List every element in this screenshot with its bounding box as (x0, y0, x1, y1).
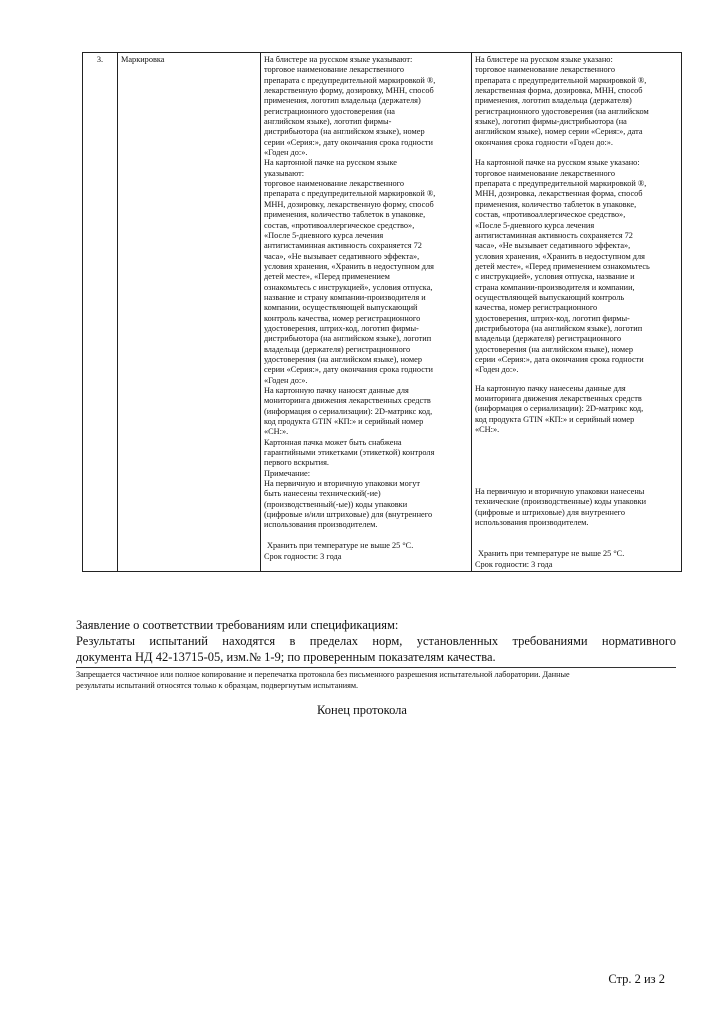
text-line: английском языке), логотип фирмы- (264, 117, 392, 127)
text-line: код продукта GTIN «КП:» и серийный номер (475, 414, 635, 424)
shelf-life-text: Срок годности: 3 года (475, 559, 553, 569)
text-line: страна компании-производителя и компании, (475, 282, 635, 292)
text-line: быть нанесены технический(-ие) (264, 489, 381, 499)
note-text (264, 479, 468, 531)
text-line: контроль качества, номер регистрационного (264, 313, 421, 323)
end-of-protocol: Конец протокола (317, 703, 407, 717)
storage-text: Хранить при температуре не выше 25 °С. (478, 549, 625, 559)
text-line: препарата с предупредительной маркировкой ®, (264, 189, 436, 199)
text-line: владельца (держателя) регистрационного (475, 334, 622, 344)
blister-text (475, 55, 678, 148)
text-line: окончания срока годности «Годен до:». (475, 137, 613, 147)
page-number: Стр. 2 из 2 (608, 972, 665, 986)
text-line: владельца (держателя) регистрационного (264, 344, 411, 354)
text-line: МНН, дозировка, лекарственная форма, способ (475, 189, 643, 199)
text-line: На первичную и вторичную упаковки нанесены (475, 487, 645, 497)
text-line: применения, логотип владельца (держателя) (264, 96, 421, 106)
requirement-cell (261, 53, 472, 572)
text-line: Картонная пачка может быть снабжена (264, 437, 402, 447)
text-line: с инструкцией», условия отпуска, название и (475, 272, 635, 282)
serialization-text (264, 386, 468, 438)
row-number: 3. (83, 53, 118, 572)
text-line: На первичную и вторичную упаковки могут (264, 479, 420, 489)
disclaimer-line-1: Запрещается частичное или полное копирование и перепечатка протокола без письменного разрешения испытательной лаборатории. Данные (76, 670, 570, 679)
text-line: «СН:». (475, 425, 500, 435)
text-line: удостоверения, штрих-код, логотип фирмы- (475, 313, 630, 323)
text-line: использования производителем. (475, 518, 589, 528)
text-line: торговое наименование лекарственного (475, 65, 616, 75)
text-line: препарата с предупредительной маркировкой ®, (475, 75, 647, 85)
text-line: удостоверения (на английском языке), номер (475, 344, 633, 354)
text-line: код продукта GTIN «КП:» и серийный номер (264, 417, 424, 427)
text-line: применения, количество таблеток в упаковке, (475, 199, 637, 209)
text-line: «Годен до:». (475, 365, 519, 375)
text-line: осуществляющей выпускающий контроль (475, 292, 625, 302)
text-line: языке), логотип фирмы-дистрибьютора (на (475, 117, 627, 127)
text-line: состав, «противоаллергическое средство», (264, 220, 415, 230)
text-line: торговое наименование лекарственного (475, 168, 616, 178)
text-line: (цифровые и/или штриховые) для (внутреннего (264, 510, 433, 520)
text-line: регистрационного удостоверения (на английском (475, 106, 649, 116)
text-line: первого вскрытия. (264, 458, 329, 468)
text-line: качества, номер регистрационного (475, 303, 598, 313)
text-line: условия хранения, «Хранить в недоступном для (264, 261, 434, 271)
serialization-text (475, 384, 678, 436)
note-text (475, 487, 678, 528)
text-line: антигистаминная активность сохраняется 72 (475, 230, 633, 240)
text-line: «Годен до:». (264, 375, 308, 385)
text-line: указывают: (264, 168, 305, 178)
text-line: английском языке), номер серии «Серия:», дата (475, 127, 643, 137)
note-title: Примечание: (264, 468, 311, 478)
text-line: детей месте», «Перед применением ознакомьтесь (475, 261, 650, 271)
row-label: Маркировка (118, 53, 261, 572)
text-line: препарата с предупредительной маркировкой ®, (264, 75, 436, 85)
text-line: торговое наименование лекарственного (264, 179, 405, 189)
text-line: серии «Серия:», дата окончания срока годности (475, 354, 644, 364)
text-line: применения, логотип владельца (держателя) (475, 96, 632, 106)
divider (76, 667, 676, 668)
text-line: применения, количество таблеток в упаковке, (264, 210, 426, 220)
text-line: серии «Серия:», дату окончания срока годности (264, 365, 433, 375)
text-line: использования производителем. (264, 520, 378, 530)
storage-text: Хранить при температуре не выше 25 °С. (267, 541, 414, 551)
text-line: МНН, дозировку, лекарственную форму, способ (264, 199, 434, 209)
text-line: серии «Серия:», дату окончания срока годности (264, 137, 433, 147)
marking-table (82, 52, 682, 572)
table-row (83, 53, 682, 572)
text-line: гарантийными этикетками (этикеткой) контроля (264, 448, 435, 458)
text-line: антигистаминная активность сохраняется 72 (264, 241, 422, 251)
statement-line-2: документа НД 42-13715-05, изм.№ 1-9; по проверенным показателям качества. (76, 650, 496, 664)
text-line: дистрибьютора (на английском языке), номер (264, 127, 425, 137)
text-line: торговое наименование лекарственного (264, 65, 405, 75)
blister-text (264, 55, 468, 158)
text-line: На картонную пачку нанесены данные для (475, 383, 626, 393)
carton-text (264, 158, 468, 386)
text-line: дистрибьютора (на английском языке), логотип (264, 334, 432, 344)
text-line: (производственный(-ые)) коды упаковки (264, 499, 408, 509)
text-line: лекарственная форма, дозировка, МНН, способ (475, 86, 643, 96)
tamper-label-text (264, 438, 468, 469)
text-line: «После 5-дневного курса лечения (475, 220, 595, 230)
text-line: удостоверения, штрих-код, логотип фирмы- (264, 323, 419, 333)
statement-line-1: Результаты испытаний находятся в пределах норм, установленных требованиями нормативного (76, 634, 676, 648)
text-line: компании, осуществляющей выпускающий (264, 303, 418, 313)
text-line: мониторинга движения лекарственных средств (264, 396, 431, 406)
text-line: детей месте», «Перед применением (264, 272, 390, 282)
text-line: ознакомьтесь с инструкцией», условия отпуска, (264, 282, 433, 292)
statement-title: Заявление о соответствии требованиям или спецификациям: (76, 618, 399, 632)
shelf-life-text: Срок годности: 3 года (264, 551, 342, 561)
text-line: (цифровые и штриховые) для внутреннего (475, 507, 625, 517)
text-line: дистрибьютора (на английском языке), логотип (475, 323, 643, 333)
text-line: часа», «Не вызывает седативного эффекта», (264, 251, 420, 261)
text-line: «СН:». (264, 427, 289, 437)
text-line: удостоверения (на английском языке), номер (264, 354, 422, 364)
text-line: регистрационного удостоверения (на (264, 106, 395, 116)
carton-text (475, 158, 678, 375)
text-line: (информация о сериализации): 2D-матрикс код, (264, 406, 433, 416)
text-line: На блистере на русском языке указывают: (264, 55, 413, 64)
disclaimer-line-2: результаты испытаний относятся только к образцам, подвергнутым испытаниям. (76, 681, 359, 690)
text-line: название и страну компании-производителя и (264, 292, 426, 302)
text-line: «После 5-дневного курса лечения (264, 230, 384, 240)
text-line: условия хранения, «Хранить в недоступном для (475, 251, 645, 261)
text-line: часа», «Не вызывает седативного эффекта», (475, 241, 631, 251)
result-cell (472, 53, 682, 572)
text-line: состав, «противоаллергическое средство», (475, 210, 626, 220)
text-line: На блистере на русском языке указано: (475, 55, 613, 64)
text-line: На картонной пачке на русском языке (264, 158, 397, 168)
text-line: технические (производственные) коды упаковки (475, 497, 647, 507)
text-line: (информация о сериализации): 2D-матрикс код, (475, 404, 644, 414)
text-line: лекарственную форму, дозировку, МНН, способ (264, 86, 434, 96)
text-line: мониторинга движения лекарственных средств (475, 394, 642, 403)
text-line: На картонной пачке на русском языке указано: (475, 158, 640, 168)
text-line: «Годен до:». (264, 148, 308, 158)
text-line: На картонную пачку наносят данные для (264, 386, 409, 395)
text-line: препарата с предупредительной маркировкой ®, (475, 179, 647, 189)
